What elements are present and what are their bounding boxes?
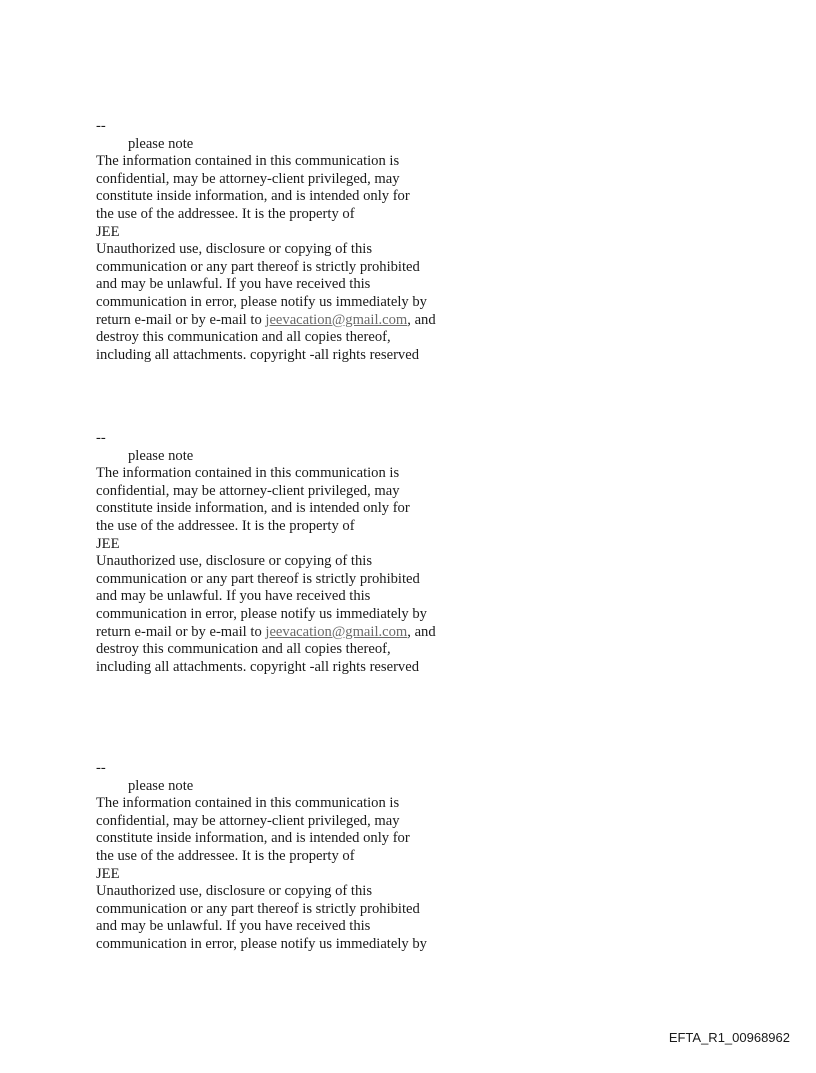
notice-line: communication or any part thereof is strictly prohibited bbox=[96, 258, 420, 275]
confidentiality-notice-1 bbox=[96, 118, 516, 364]
email-suffix: , and bbox=[407, 623, 436, 640]
notice-line: communication in error, please notify us immediately by bbox=[96, 935, 427, 952]
separator-dash: -- bbox=[96, 760, 106, 776]
notice-line: Unauthorized use, disclosure or copying of this bbox=[96, 883, 373, 900]
notice-line: and may be unlawful. If you have received this bbox=[96, 918, 371, 935]
notice-line: constitute inside information, and is intended only for bbox=[96, 830, 410, 847]
email-link[interactable]: jeevacation@gmail.com bbox=[265, 311, 408, 328]
notice-line: constitute inside information, and is intended only for bbox=[96, 188, 410, 205]
email-suffix: , and bbox=[407, 311, 436, 328]
notice-line: and may be unlawful. If you have received this bbox=[96, 276, 371, 293]
notice-line: the use of the addressee. It is the property of bbox=[96, 517, 355, 534]
notice-line: JEE bbox=[96, 865, 120, 882]
notice-line: confidential, may be attorney-client privileged, may bbox=[96, 812, 400, 829]
notice-line: the use of the addressee. It is the property of bbox=[96, 847, 355, 864]
notice-line: Unauthorized use, disclosure or copying of this bbox=[96, 553, 373, 570]
notice-line: JEE bbox=[96, 223, 120, 240]
notice-heading: please note bbox=[128, 777, 194, 794]
notice-email-line bbox=[96, 624, 516, 642]
notice-line: The information contained in this communication is bbox=[96, 465, 400, 482]
notice-line: including all attachments. copyright -all rights reserved bbox=[96, 346, 419, 363]
document-id: EFTA_R1_00968962 bbox=[668, 1030, 790, 1045]
confidentiality-notice-3 bbox=[96, 760, 516, 954]
notice-line: communication or any part thereof is strictly prohibited bbox=[96, 900, 420, 917]
notice-line: confidential, may be attorney-client privileged, may bbox=[96, 482, 400, 499]
notice-line: communication in error, please notify us immediately by bbox=[96, 293, 427, 310]
notice-line: The information contained in this communication is bbox=[96, 795, 400, 812]
notice-line: including all attachments. copyright -all rights reserved bbox=[96, 658, 419, 675]
notice-line: and may be unlawful. If you have received this bbox=[96, 588, 371, 605]
confidentiality-notice-2 bbox=[96, 430, 516, 676]
notice-line: the use of the addressee. It is the property of bbox=[96, 205, 355, 222]
email-link[interactable]: jeevacation@gmail.com bbox=[265, 623, 408, 640]
notice-line: destroy this communication and all copies thereof, bbox=[96, 329, 391, 346]
notice-heading: please note bbox=[128, 447, 194, 464]
notice-line: communication in error, please notify us immediately by bbox=[96, 605, 427, 622]
email-prefix: return e-mail or by e-mail to bbox=[96, 623, 266, 640]
notice-line: communication or any part thereof is strictly prohibited bbox=[96, 570, 420, 587]
notice-heading: please note bbox=[128, 135, 194, 152]
notice-line: Unauthorized use, disclosure or copying of this bbox=[96, 241, 373, 258]
notice-email-line bbox=[96, 312, 516, 330]
notice-line: destroy this communication and all copies thereof, bbox=[96, 641, 391, 658]
email-prefix: return e-mail or by e-mail to bbox=[96, 311, 266, 328]
notice-line: confidential, may be attorney-client privileged, may bbox=[96, 170, 400, 187]
notice-line: The information contained in this communication is bbox=[96, 153, 400, 170]
notice-line: JEE bbox=[96, 535, 120, 552]
separator-dash: -- bbox=[96, 430, 106, 446]
separator-dash: -- bbox=[96, 118, 106, 134]
notice-line: constitute inside information, and is intended only for bbox=[96, 500, 410, 517]
